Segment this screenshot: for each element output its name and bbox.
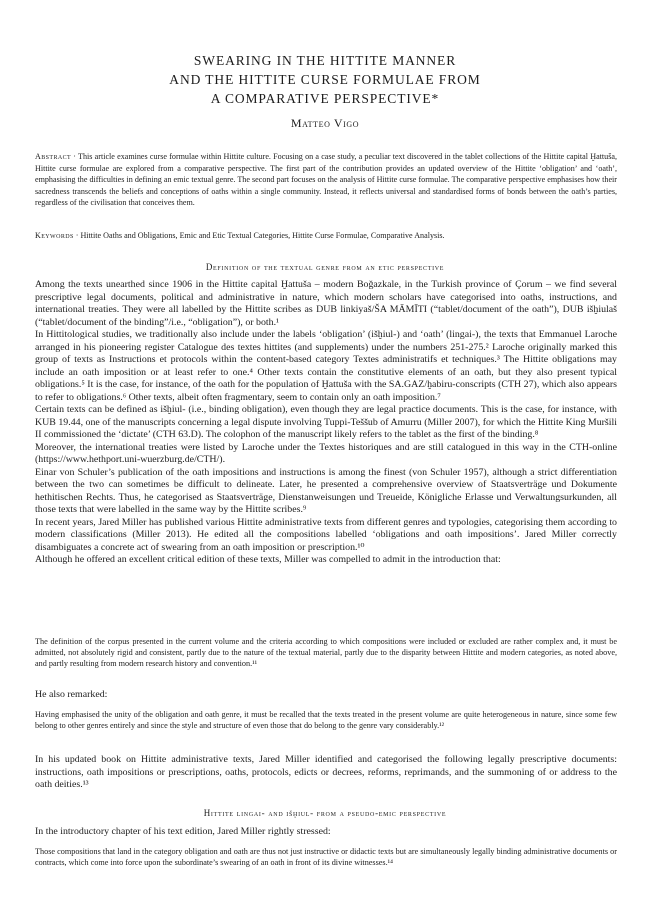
article-title-line-2: AND THE HITTITE CURSE FORMULAE FROM bbox=[169, 72, 481, 87]
section-1-body bbox=[35, 279, 617, 567]
keywords-text: · Hittite Oaths and Obligations, Emic and Etic Textual Categories, Hittite Curse Formulae, Comparative Analysis. bbox=[73, 231, 445, 240]
abstract-label: Abstract bbox=[35, 152, 72, 161]
block-quote: The definition of the corpus presented in the current volume and the criteria according to which compositions were included or excluded are rather complex and, it must be admitted, not absolutely rigid and consistent, partly due to the nature of the textual material, partly due to the disparity between Hittite and modern categories, as noted above, and partly resulting from modern research history and convention.¹¹ bbox=[35, 637, 617, 669]
section-heading-2: Hittite lingai- and išḫiul- from a pseudo-emic perspective bbox=[203, 808, 447, 818]
keywords bbox=[35, 230, 617, 242]
paragraph: In recent years, Jared Miller has published various Hittite administrative texts from different genres and typologies, categorising them according to modern classifications (Miller 2013). He edited all the compositions labelled ‘obligations and oath impositions’. Jared Miller correctly disambiguates a concrete act of swearing from an oath imposition or prescription.¹⁰ bbox=[35, 516, 617, 553]
article-title-line-1: SWEARING IN THE HITTITE MANNER bbox=[193, 53, 457, 68]
article-title-line-3: A COMPARATIVE PERSPECTIVE* bbox=[210, 91, 440, 106]
paragraph: Moreover, the international treaties were listed by Laroche under the Textes historiques and are still catalogued in this way in the CTH-online (https://www.hethport.uni-wuerzburg.de/CTH/). bbox=[35, 441, 617, 465]
paragraph: Certain texts can be defined as išḫiul- (i.e., binding obligation), even though they are legal practice documents. This is the case, for instance, with KUB 19.44, one of the manuscripts concerning a legal dispute involving Tuppi-Teššub of Amurru (Miller 2007), for which the Hittite King Muršili II commissioned the ‘dictate’ (CTH 63.D). The colophon of the manuscript likely refers to the tablet as the first of the binding.⁸ bbox=[35, 404, 617, 440]
author-name: Matteo Vigo bbox=[290, 116, 360, 130]
paragraph: Among the texts unearthed since 1906 in the Hittite capital Ḫattuša – modern Boğazkale, in the Turkish province of Çorum – we find several prescriptive legal documents, political and administrative in nature, which modern scholars have categorised into oaths, instructions, and international treaties. They were all labelled by the Hittite scribes as DUB linkiyaš/ŠA MĀMĪTI (“tablet/document of the oath”), DUB išḫiulaš (“tablet/document of the binding”/i.e., “obligation”), or both.¹ bbox=[35, 279, 617, 328]
paragraph: In Hittitological studies, we traditionally also include under the labels ‘obligation’ (išḫiul-) and ‘oath’ (lingai-), the texts that Emmanuel Laroche arranged in his pioneering register Catalogue des textes hittites (and supplements) under the numbers 251-275.² Laroche originally marked this group of texts as Instructions et protocols within the content-based category Textes administratifs et techniques.³ The Hittite obligations may include an oath imposition or at least refer to one.⁴ Other texts contain the constitutive elements of an oath, but they also present typical obligations.⁵ It is the case, for instance, of the oath for the population of Ḫattuša with the SA.GAZ/ḫabiru-conscripts (CTH 27), which also appears to refer to obligations.⁶ Other texts, albeit often fragmentary, seem to contain only an oath imposition.⁷ bbox=[35, 329, 617, 403]
paragraph: In the introductory chapter of his text edition, Jared Miller rightly stressed: bbox=[35, 826, 331, 837]
block-quote: Those compositions that land in the category obligation and oath are thus not just instructive or didactic texts but are simultaneously legally binding administrative documents or contracts, which come into force upon the subordinate’s swearing of an oath in front of its divine witnesses.¹⁴ bbox=[35, 847, 617, 868]
abstract bbox=[35, 151, 617, 209]
abstract-text: · This article examines curse formulae within Hittite culture. Focusing on a case study, a peculiar text discovered in the tablet collections of the Hittite capital Ḫattuša, Hittite curse formulae are explored from a comparative perspective. The first part of the contribution provides an updated overview of the Hittite ‘obligation’ and ‘oath’, emphasising the difficulties in defining an emic textual genre. The second part focuses on the analysis of Hittite curse formulae. The comparative perspective emphasises how their sacredness transcends the beliefs and conceptions of oaths within a single community. Instead, it reflects universal and standardised forms of bonds between the oath’s parties, regardless of the civilisation that conceives them. bbox=[35, 152, 617, 208]
paragraph: He also remarked: bbox=[35, 689, 108, 700]
keywords-label: Keywords bbox=[35, 231, 74, 240]
paragraph: Einar von Schuler’s publication of the oath impositions and instructions is among the finest (von Schuler 1957), although a strict differentiation between the two can sometimes be difficult to delineate. Later, he presented a comprehensive overview of Staatsverträge und Dokumente hethitischen Rechts. Thus, he categorised as Staatsverträge, Dienstanweisungen und Treueide, Königliche Erlasse und Verwaltungsurkunden, all those texts that were labelled in the same way by the Hittite scribes.⁹ bbox=[35, 466, 617, 515]
paragraph: Although he offered an excellent critical edition of these texts, Miller was compelled to admit in the introduction that: bbox=[35, 554, 501, 565]
paragraph: In his updated book on Hittite administrative texts, Jared Miller identified and categorised the following legally prescriptive documents: instructions, oath impositions or prescriptions, oaths, protocols, edicts or decrees, reforms, reprimands, and the summoning of or address to the oath deities.¹³ bbox=[35, 754, 617, 790]
section-heading-1: Definition of the textual genre from an etic perspective bbox=[205, 262, 445, 272]
block-quote: Having emphasised the unity of the obligation and oath genre, it must be recalled that the texts treated in the present volume are quite heterogeneous in nature, since some few belong to other genres entirely and since the style and structure of even those that do belong to the genre vary considerably.¹² bbox=[35, 710, 617, 731]
